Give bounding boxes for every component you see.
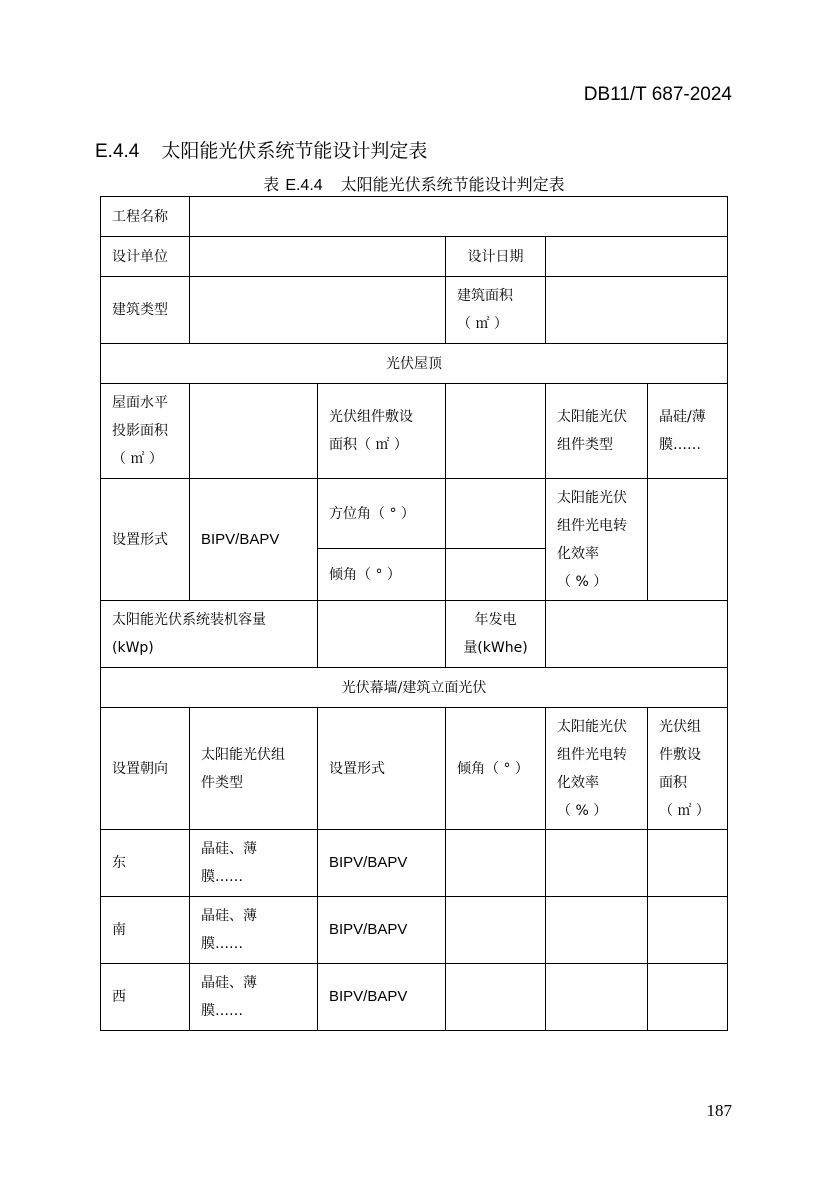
azimuth-label: 方位角（ ° ）	[318, 479, 446, 549]
building-area-label: 建筑面积 （ ㎡ ）	[446, 277, 546, 344]
efficiency-cell	[546, 830, 648, 897]
efficiency-label: 太阳能光伏 组件光电转 化效率 （ % ）	[546, 479, 648, 601]
orientation-cell: 西	[101, 964, 190, 1031]
module-area-cell	[648, 964, 728, 1031]
roof-area-label: 屋面水平 投影面积 （ ㎡ ）	[101, 384, 190, 479]
table-row	[101, 344, 728, 384]
table-caption-prefix: 表	[263, 175, 280, 194]
capacity-value	[318, 601, 446, 668]
module-area-value	[446, 384, 546, 479]
document-code: DB11/T 687-2024	[583, 84, 732, 105]
table-row	[101, 237, 728, 277]
module-type-cell: 晶硅、薄 膜……	[190, 964, 318, 1031]
table-row	[101, 197, 728, 237]
tilt-cell	[446, 964, 546, 1031]
facade-module-type-header: 太阳能光伏组 件类型	[190, 708, 318, 830]
section-number: E.4.4	[95, 141, 140, 162]
table-row	[101, 479, 728, 549]
module-type-cell: 晶硅、薄 膜……	[190, 830, 318, 897]
project-name-label: 工程名称	[101, 197, 190, 237]
table-row	[101, 830, 728, 897]
install-form-cell: BIPV/BAPV	[318, 964, 446, 1031]
capacity-label: 太阳能光伏系统装机容量 (kWp)	[101, 601, 318, 668]
evaluation-table	[100, 196, 728, 1031]
efficiency-cell	[546, 964, 648, 1031]
project-name-value	[190, 197, 728, 237]
azimuth-value	[446, 479, 546, 549]
table-caption	[0, 172, 828, 195]
facade-install-form-header: 设置形式	[318, 708, 446, 830]
table-row	[101, 964, 728, 1031]
facade-tilt-header: 倾角（ ° ）	[446, 708, 546, 830]
page-number: 187	[706, 1101, 732, 1120]
facade-section-title: 光伏幕墙/建筑立面光伏	[101, 668, 728, 708]
table-row	[101, 897, 728, 964]
design-unit-value	[190, 237, 446, 277]
design-date-label: 设计日期	[446, 237, 546, 277]
module-area-cell	[648, 830, 728, 897]
module-type-cell: 晶硅、薄 膜……	[190, 897, 318, 964]
orientation-header: 设置朝向	[101, 708, 190, 830]
orientation-cell: 南	[101, 897, 190, 964]
efficiency-cell	[546, 897, 648, 964]
module-type-value: 晶硅/薄 膜……	[648, 384, 728, 479]
tilt-label: 倾角（ ° ）	[318, 549, 446, 601]
module-area-label: 光伏组件敷设 面积（ ㎡ ）	[318, 384, 446, 479]
section-title: 太阳能光伏系统节能设计判定表	[161, 140, 428, 162]
install-form-cell: BIPV/BAPV	[318, 897, 446, 964]
install-form-label: 设置形式	[101, 479, 190, 601]
section-heading	[95, 136, 427, 163]
table-row	[101, 668, 728, 708]
orientation-cell: 东	[101, 830, 190, 897]
tilt-value	[446, 549, 546, 601]
facade-efficiency-header: 太阳能光伏 组件光电转 化效率 （ % ）	[546, 708, 648, 830]
table-caption-title: 太阳能光伏系统节能设计判定表	[340, 175, 565, 194]
design-unit-label: 设计单位	[101, 237, 190, 277]
building-type-value	[190, 277, 446, 344]
table-row	[101, 277, 728, 344]
efficiency-value	[648, 479, 728, 601]
annual-generation-value	[546, 601, 728, 668]
table-row	[101, 384, 728, 479]
module-area-cell	[648, 897, 728, 964]
table-caption-number: E.4.4	[285, 177, 323, 194]
tilt-cell	[446, 830, 546, 897]
install-form-value: BIPV/BAPV	[190, 479, 318, 601]
table-row	[101, 601, 728, 668]
module-type-label: 太阳能光伏 组件类型	[546, 384, 648, 479]
tilt-cell	[446, 897, 546, 964]
facade-module-area-header: 光伏组 件敷设 面积 （ ㎡ ）	[648, 708, 728, 830]
roof-section-title: 光伏屋顶	[101, 344, 728, 384]
install-form-cell: BIPV/BAPV	[318, 830, 446, 897]
building-area-value	[546, 277, 728, 344]
roof-area-value	[190, 384, 318, 479]
building-type-label: 建筑类型	[101, 277, 190, 344]
annual-generation-label: 年发电 量(kWhe)	[446, 601, 546, 668]
table-row	[101, 708, 728, 830]
design-date-value	[546, 237, 728, 277]
